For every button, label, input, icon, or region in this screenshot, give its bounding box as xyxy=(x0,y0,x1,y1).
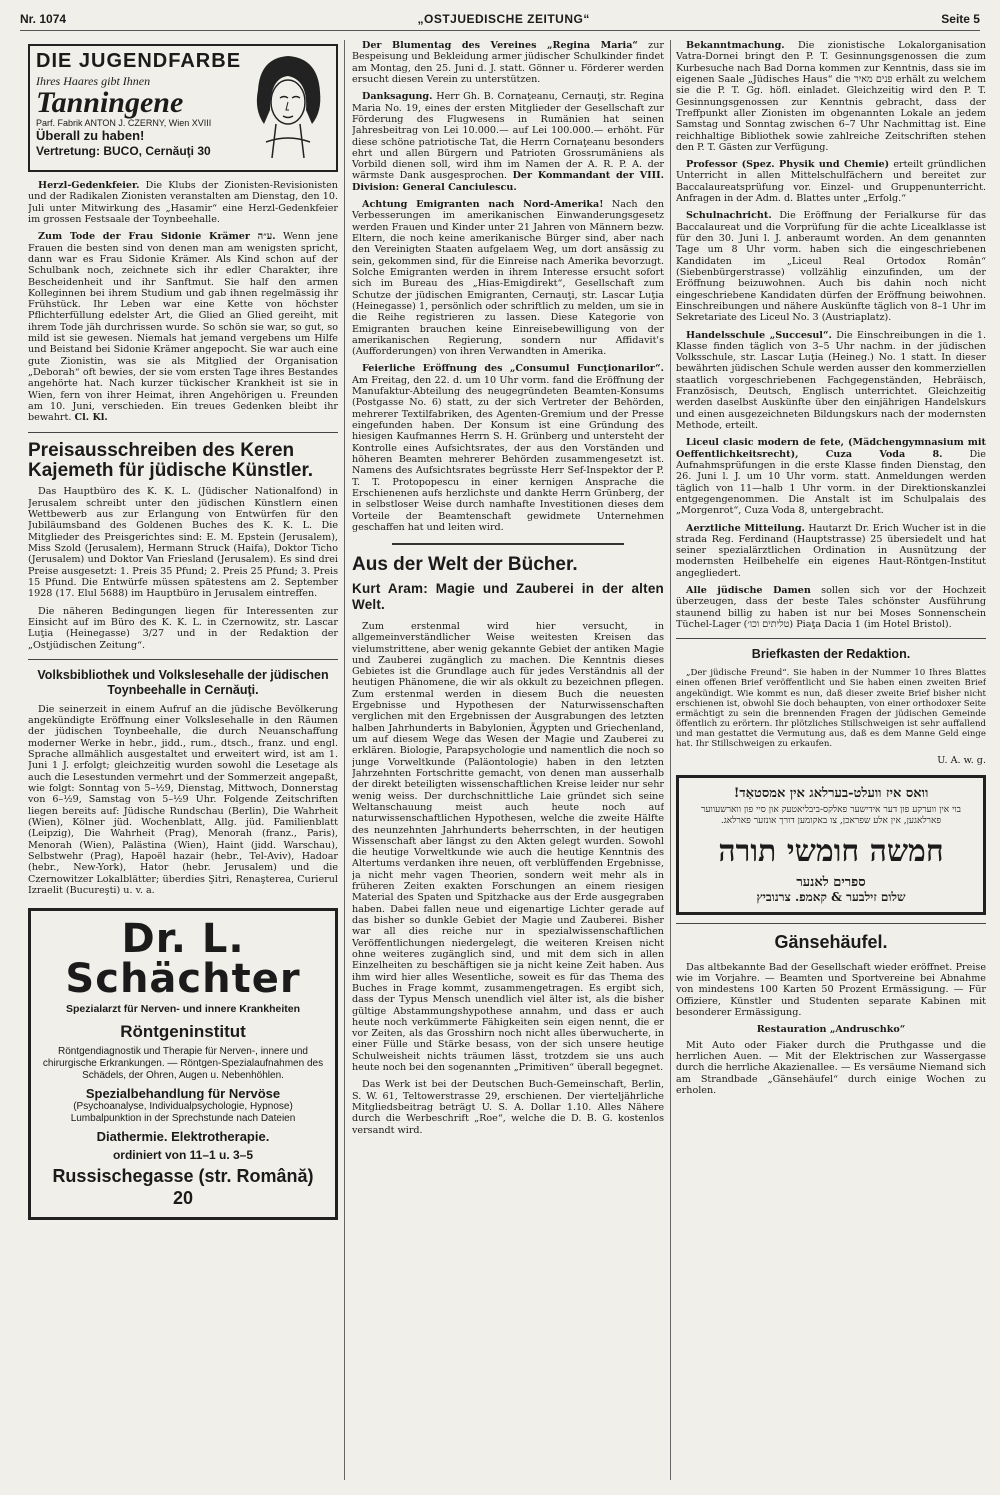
blumentag-head: Der Blumentag des Vereines „Regina Maria“ xyxy=(362,40,638,51)
column-rule xyxy=(670,40,671,1480)
consumul-head: Feierliche Eröffnung des „Consumul Funcţionarilor“. xyxy=(362,363,664,375)
puncture-text: Lumbalpunktion in der Sprechstunde nach Dateien xyxy=(70,1112,296,1124)
ad-headline: DIE JUGENDFARBE xyxy=(36,50,242,72)
buecher-p1: Zum erstenmal wird hier versucht, in allgemeinverständlicher Weise weitesten Kreisen das vielumstrittene, aber wenig gekannte Gebiet der antiken Magie und Zauberei zugänglich zu machen. Die Kenntnis dieses Gebietes ist die Grundlage auch für jedes Verständnis all der heutigen Phänomene, die wir als okkult zu bezeichnen pflegen. Zum erstenmal werden in diesem Buch die neuesten Ergebnisse und Hypothesen der Naturwissenschaften verglichen mit den Ergebnissen der Ausgrabungen des letzten halben Jahrhunderts in Babylonien, Ägypten und Griechenland, um auf diesem Wege das Wesen der Magie und Zauberei zu erklären. Biologie, Parapsychologie und namentlich die noch so junge Vorweltkunde (Paläontologie) haben in den letzten Jahrzehnten Fortschritte gemacht, von denen man ausserhalb der direkt beteiligten wissenschaftlichen Kreise leider nur sehr wenig weiss. Der durchschnittliche Laie gründet sich seine Weltanschauung meist auch heute noch auf naturwissenschaftlichen Hypothesen, welche die zweite Hälfte des neunzehnten Jahrhunderts beherrschten, in der heutigen Wissenschaft aber längst zu den Akten gelegt wurden. Sowohl die heutige Vorweltkunde wie auch die heutige Kenntnis des Altertums verdanken ihre neuen, oft verblüffenden Ergebnisse, ja nicht mehr vagen Theorien, sondern weit mehr als in früheren Zeiten exakten Forschungen an einem riesigen Material des Spaten und Spitzhacke aus der Erde ausgegraben haben. Dabei fallen neue und eigenartige Lichter gerade auf das bisher so dunkle Gebiet der Magie und Zauberei. Bisher war all dies reiche nur in spezialwissenschaftlichen Veröffentlichungen niedergelegt, die weiteren Kreisen nicht ohne weiteres zugänglich sind, und mit dem sich in allen Einzelheiten zu beschäftigen sie ja nicht keine Zeit haben. Aus ihm wird hier alles Wesentliche, soweit es für das Thema des Buches in Frage kommt, zusammengetragen. Es ergibt sich, dass der Typus Mensch unendlich viel älter ist, als die bisher gültige Abstammungshypothese annahm, und dass er auch heute noch verkümmerte Fähigkeiten sein eigen nennt, die er vor Zeiten, als das Grosshirn noch nicht alles überwucherte, in einer Fülle und Stärke besass, von der sich unsere heutige Schulweisheit nichts träumen lässt, trotzdem sie uns auch heute noch bei den sogenannten „Primitiven“ überall begegnet. xyxy=(352,620,664,1074)
ad-maker: Parf. Fabrik ANTON J. CZERNY, Wien XVIII xyxy=(36,117,212,128)
kraemer-head: Zum Tode der Frau Sidonie Krämer ע״ה. xyxy=(38,231,276,243)
woman-portrait-icon xyxy=(246,50,330,158)
therapy-text: Diathermie. Elektrotherapie. xyxy=(96,1128,270,1144)
preis-p2: Die näheren Bedingungen liegen für Interessenten zur Einsicht auf im Büro des K. K. L. in Czernowitz, str. Lascar Luţia (Heinegasse) 3/27 und in der Redaktion der „Ostjüdischen Zeitung“. xyxy=(28,605,338,651)
handel-text: Die Einschreibungen in die 1. Klasse finden täglich von 3–5 Uhr nachm. in der jüdischen Volksschule, str. Lascar Luţia (Heineg.) No. 1 statt. In dieser bewährten jüdischen Schule werden ausser den kommerziellen staatlich vorgeschriebenen Fachgegenständen, Hebräisch, Französisch, Deutsch, Englisch unterrichtet. Gleichzeitig werden daselbst Auskünfte über den einjährigen Handelskurs und einen ausgezeichneten Bildungskurs nach der modernsten Methode, erteilt. xyxy=(676,329,986,431)
column-2 xyxy=(352,40,664,1142)
kraemer-text: Wenn jene Frauen die besten sind von denen man am wenigsten spricht, dann war es Frau Sidonie Krämer. Als Kind schon auf der Schulbank noch, zeichnete sich ihr edler Charakter, ihre Bescheidenheit und ihr Sanftmut. Sie half den armen Kolleginnen bei ihrem Studium und gab ihnen regelmässig ihr Frühstück. Ihr Leben war eine Kette von höchster Pflichterfüllung edelster Art, die Glied an Glied gereiht, mit ihrem Tode jäh durchrissen wurde. So schön sie war, so gut, so mild ist sie gewesen. Niemals hat jemand vergebens um Hilfe und Beistand bei Sidonie Krämer angepocht. Sie war auch eine gute Zionistin, was sie als Mitglied der Organisation „Deborah“ oft bewies, der sie vom ersten Tage ihres Bestandes angehörte hat. Nach kurzer tückischer Krankheit ist sie in Wien, fern von ihrer Heimat, ihren Angehörigen u. Freunden am 10. Juni, verschieden. Ein treues Gedenken bleibt ihr bewahrt. xyxy=(28,231,338,424)
ad-agency: Vertretung: BUCO, Cernăuţi 30 xyxy=(36,143,211,158)
hebrew-ad-books: ספרים לאנער xyxy=(796,874,866,890)
aerzt-text: Hautarzt Dr. Erich Wucher ist in die strada Reg. Ferdinand (Hauptstrasse) 25 übersiedelt und hat seiner spezialärztlichen Ordination in Ausnützung der modernsten Heilbehelfe ein eigenes Haut-Röntgen-Institut angegliedert. xyxy=(676,522,986,579)
consumul-text: Am Freitag, den 22. d. um 10 Uhr vorm. fand die Eröffnung der Manufaktur-Abteilung des neugegründeten Beamten-Konsums (Postgasse No. 6) statt, zu der sich Vertreter der Behörden, mehrerer Textilfabriken, des Agenten-Gremium und der Presse eingefunden haben. Der Konsum ist eine Gründung des hiesigen Kaufmannes Herrn S. H. Grünberg und untersteht der Kontrolle eines Aufsichtsrates, der aus den Vorständen und höheren Beamten mehrerer Behörden zusammengesetzt ist. Namens des Aufsichtsrates begrüsste Herr Sef-Inspektor der P. T. T. Protopopescu in einer kernigen Ansprache die Erschienenen aufs herzlichste und dankte Herrn Grünberg, der in selbstloser Weise durch namhafte Investitionen dieses dem Vorteile der Beamtenschaft gewidmete Unternehmen geschaffen hat und leiten wird. xyxy=(352,374,664,533)
hebrew-ad-headline: וואס איז וועלט-בערלאג אין אמסטאַד! xyxy=(733,785,929,801)
hebrew-ad-title: חמשה חומשי תורה xyxy=(718,833,944,869)
newspaper-title: „OSTJUEDISCHE ZEITUNG“ xyxy=(417,12,590,26)
bekannt-head: Bekanntmachung. xyxy=(686,40,785,51)
resto-head: Restauration „Andruschko“ xyxy=(756,1024,906,1036)
services-text: Röntgendiagnostik und Therapie für Nerven-, innere und chirurgische Erkrankungen. — Röntgen-Spezialaufnahmen des Schädels, der Ohren, Augen u. Nebenhöhlen. xyxy=(42,1045,324,1081)
gaense-p1: Das altbekannte Bad der Gesellschaft wieder eröffnet. Preise wie im Vorjahre. — Beamten und Sportvereine bei Abnahme von mindestens 100 Karten 50 Prozent Ermässigung. — Für Offiziere, Künstler und Studenten separate Kabinen mit besonderer Ermässigung. xyxy=(676,961,986,1018)
brief-title: Briefkasten der Redaktion. xyxy=(751,647,911,662)
gaense-p2: Mit Auto oder Fiaker durch die Pruthgasse und die herrlichen Auen. — Mit der Elektrischen zur Wassergasse durch die herrliche Akazienallee. — Es versäume Niemand sich am Strandbade „Gänsehäufel“ durch einige Wochen zu erholen. xyxy=(676,1039,986,1096)
liceul-text: Die Aufnahmsprüfungen in die erste Klasse finden Dienstag, den 26. Juni l. J. um 10 Uhr vorm. statt. Anmeldungen werden täglich von 11—halb 1 Uhr vorm. in der Direktionskanzlei entgegengenommen. Die Anstalt ist im Schulpalais des „Morgenrot“, Cuza Voda 8, untergebracht. xyxy=(676,448,986,517)
doctor-specialty: Spezialarzt für Nerven- und innere Krankheiten xyxy=(66,1003,300,1016)
preis-title: Preisausschreiben des Keren Kajemeth für jüdische Künstler. xyxy=(28,439,314,481)
damen-head: Alle jüdische Damen xyxy=(686,585,811,597)
achtung-head: Achtung Emigranten nach Nord-Amerika! xyxy=(362,199,604,211)
bekannt-text: Die zionistische Lokalorganisation Vatra-Dornei bringt den P. T. Gesinnungsgenossen die zum Kurbesuche nach Bad Dorna kommen zur Kenntnis, dass sie im eigenen Saale „Jüdisches Haus“ die פנים מאיר erhält zu welchem sie die P. T. Gg. höfl. einladet. Gleichzeitig wird den P. T. Gesinnungsgenossen zur Kenntnis gebracht, dass der Treffpunkt aller Zionisten im obgenannten Lokale an jedem Samstag und Sonntag zwischen 6–7 Uhr Nachmittag ist. Eine reichhaltige Bibliothek sowie zahlreiche Zeitschriften stehen den P. T. Gästen zur Verfügung. xyxy=(676,40,986,153)
column-rule xyxy=(344,40,345,1480)
buecher-subtitle: Kurt Aram: Magie und Zauberei in der alten Welt. xyxy=(352,581,664,612)
gaense-title: Gänsehäufel. xyxy=(774,932,888,953)
damen-text: sollen sich vor der Hochzeit überzeugen, dass der beste Tales schönster Ausführung staunend billig zu haben ist nur bei Moses Sonnenschein Tüchel-Lager (טליתים וכו׳) Piaţa Dacia 1 (im Hotel Bristol). xyxy=(676,585,986,630)
brief-sign: U. A. w. g. xyxy=(937,755,986,767)
methods-text: (Psychoanalyse, Individualpsychologie, Hypnose) xyxy=(73,1100,293,1112)
schul-text: Die Eröffnung der Ferialkurse für das Baccalaureat und die Vorprüfung für die achte Licealklasse ist für den 30. Juni l. J. anberaumt worden. An dem genannten Tage um 8 Uhr vorm. haben sich die eingeschriebenen Kandidaten im „Liceul Real Ortodox Român“ (Siebenbürgerstrasse) vollzählig einzufinden, um der Eröffnung beizuwohnen. Auch bis dahin noch nicht eingeschriebene Kandidaten dürfen der Eröffnung beiwohnen. Einschreibungen und nähere Auskünfte täglich von 8–1 Uhr im Sekretariate des Liceul No. 3 (Austriaplatz). xyxy=(676,210,986,324)
buecher-title: Aus der Welt der Bücher. xyxy=(352,554,578,576)
schaechter-ad xyxy=(28,908,338,1220)
achtung-text: Nach den Verbesserungen im amerikanischen Einwanderungsgesetz werden Frauen und Kinder unter 21 Jahren von Männern bezw. Eltern, die noch keine amerikanische Bürger sind, aber nach den Vereinigten Staaten aufgelaem Weg, um dort ansässig zu sein, gekommen sind, für die Einreise nach Amerika bevorzugt. Solche Emigranten werden in ihrem Interesse ersucht sofort sich im Bureau des „Hias-Emigdirekt“, Gesellschaft zum Schutze der jüdischen Emigranten, Cernauţi, str. Lascar Luţia (Heinegasse) 1, persönlich oder schriftlich zu melden, um sie in die Reihe registrieren zu lassen. Diese Kategorie von Emigranten brauchen keine Einreisebewilligung von der amerikanischen Regierung, sondern nur Affidavit's (Aufforderungen) von ihren Verwandten in Amerika. xyxy=(352,199,664,358)
ad-brand: Tanningene xyxy=(36,85,184,119)
masthead xyxy=(20,8,980,31)
hebrew-books-ad xyxy=(676,775,986,916)
liceul-head: Liceul clasic modern de fete, (Mädchengymnasium mit Oeffentlichkeitsrecht), Cuza Voda 8. xyxy=(676,437,986,460)
professor-text: erteilt gründlichen Unterricht in allen Mittelschulfächern und bereitet zur Baccalaureatsprüfung vor. Einzel- und Gruppenunterricht. Anfragen in der Adm. d. Blattes unter „Erfolg.“ xyxy=(676,159,986,205)
herzl-head: Herzl-Gedenkfeier. xyxy=(38,180,140,191)
dank-text: Herr Gh. B. Cornaţeanu, Cernauţi, str. Regina Maria No. 19, eines der ersten Mitglieder der Gesellschaft zur Förderung des Flugwesens in Rumänien hat seinen Jahresbeitrag von Lei 10.000.— auf Lei 100.000.— erhöht. Für diese schöne patriotische Tat, die Herrn Cornaţeanu besonders ehrt und allen Bürgern und Patrioten Grossrumäniens als Vorbild dienen soll, wird ihm im Namen der A. R. P. A. der wärmste Dank ausgesprochen. xyxy=(352,91,664,182)
office-hours: ordiniert von 11–1 u. 3–5 xyxy=(112,1148,254,1163)
dank-head: Danksagung. xyxy=(362,91,433,103)
buecher-p2: Das Werk ist bei der Deutschen Buch-Gemeinschaft, Berlin, S. W. 61, Teltowerstrasse 29, erschienen. Der vierteljährliche Mitgliedsbeitrag beträgt U. S. A. Dollar 1.10. Alles Nähere durch die Werbeschrift „Roe“, welche die D. B. G. kostenlos versandt wird. xyxy=(352,1079,664,1136)
issue-number: Nr. 1074 xyxy=(20,12,67,26)
hebrew-ad-seller: שלום זילבער & קאמפ. צרנוביץ xyxy=(756,890,906,905)
volks-title: Volksbibliothek und Volkslesehalle der jüdischen Toynbeehalle in Cernăuţi. xyxy=(37,667,329,697)
blumentag-text: zur Bespeisung und Bekleidung armer jüdischer Schulkinder findet am Montag, den 25. Juni d. J. statt. Gönner u. Förderer werden ersucht diesen Verein zu unterstützen. xyxy=(352,40,664,85)
volks-text: Die seinerzeit in einem Aufruf an die jüdische Bevölkerung angekündigte Eröffnung einer Volkslesehalle in den Räumen der jüdischen Toynbeehalle, die durch Neuanschaffung moderner Werke in hebr., jidd., rum., dtsch., franz. und engl. Sprache allmählich ausgestaltet und erweitert wird, ist am 1. Juni 1 J. erfolgt; gleichzeitig wurden sowohl die Lesetage als auch die Lesestunden vermehrt und der Sommerzeit angepaßt, wie folgt: Sonntag von 5–½9, Dienstag, Mittwoch, Donnerstag von 6–½9, Samstag von 5–½9 Uhr. Folgende Zeitschriften liegen bereits auf: Jüdische Rundschau (Berlin), Die Wahrheit (Wien), Kölner jüd. Wochenblatt, Allg. jüd. Familienblatt (Leipzig), Die Wahrheit (Prag), Menorah (franz., Paris), Menorah (Wien), Palästina (Wien), Haint (jidd. Warschau), Selbstwehr (Prag), Hapoël hazair (hebr., Tel-Aviv), Hadoar (hebr., New-York), Hator (hebr. Jerusalem) und die Czernowitzer Lokalblätter; überdies Şitri, Renaşterea, Curierul Izraelit (Bucureşti) u. v. a. xyxy=(28,703,338,896)
page-number: Seite 5 xyxy=(941,12,980,26)
institute-name: Röntgeninstitut xyxy=(120,1021,246,1041)
doctor-name: Dr. L. Schächter xyxy=(65,916,301,1003)
handel-head: Handelsschule „Succesul“. xyxy=(686,329,832,341)
hebrew-ad-text: בוי אין ווערקע פון דער אידישער פאלקס-ביבליאטעק און סיי פון ווארשעווער פארלאגען, אין אלע שפראכן, צו באקומען דורך אונזער פארלאג. xyxy=(701,805,961,827)
preis-p1: Das Hauptbüro des K. K. L. (Jüdischer Nationalfond) in Jerusalem schreibt unter den jüdischen Künstlern einen Wettbewerb aus zur Erlangung von Entwürfen für den Jubiläumsband des Goldenen Buches des K. K. L. Die Mitglieder des Preisgerichtes sind: E. M. Epstein (Jerusalem), Miss Szold (Jerusalem), Hermann Struck (Haifa), Doktor Ticho (Jerusalem) und Doktor Van Friesland (Jerusalem). Es sind drei Preise ausgesetzt: 1. Preis 35 Pfund; 2. Preis 25 Pfund; 3. Preis 15 Pfund. Die Entwürfe müssen spätestens am 2. September 1928 (17. Elul 5688) im Hauptbüro in Jerusalem eintreffen. xyxy=(28,486,338,600)
ad-availability: Überall zu haben! xyxy=(36,128,145,144)
tanningene-ad xyxy=(28,44,338,172)
ad-tagline: Ihres Haares gibt Ihnen xyxy=(36,73,151,88)
schul-head: Schulnachricht. xyxy=(686,210,772,222)
column-1 xyxy=(28,40,338,1220)
professor-head: Professor (Spez. Physik und Chemie) xyxy=(686,159,890,171)
column-3 xyxy=(676,40,986,1102)
aerzt-head: Aerztliche Mitteilung. xyxy=(686,522,805,534)
dank-sign: Der Kommandant der VIII. Division: General Canciulescu. xyxy=(352,170,664,193)
herzl-text: Die Klubs der Zionisten-Revisionisten und der Radikalen Zionisten veranstalten am Dienstag, den 10. Juli unter Mitwirkung des „Hasamir“ eine Herzl-Gedenkfeier im grossen Festsaale der Toynbeehalle. xyxy=(28,180,338,225)
kraemer-sign: Cl. Kl. xyxy=(74,412,108,424)
brief-text: „Der jüdische Freund“. Sie haben in der Nummer 10 Ihres Blattes einen offenen Brief veröffentlicht und Sie haben einen zweiten Brief angekündigt. Wie kommt es nun, daß dieser zweite Brief bisher nicht erschienen ist, obwohl Sie doch behaupten, von einer orthodoxer Seite ermächtigt zu sein die brennenden Fragen der jüdischen Gemeinde öffentlich zu erörtern. Ihr plötzliches Stillschweigen ist sehr auffallend und man gestattet die Vermutung aus, daß es dem Manne Geld einge hat. Ihr Stillschweigen zu erkaufen. xyxy=(676,668,986,750)
office-address: Russischegasse (str. Română) 20 xyxy=(52,1166,314,1208)
special-treatment: Spezialbehandlung für Nervöse xyxy=(85,1085,281,1101)
